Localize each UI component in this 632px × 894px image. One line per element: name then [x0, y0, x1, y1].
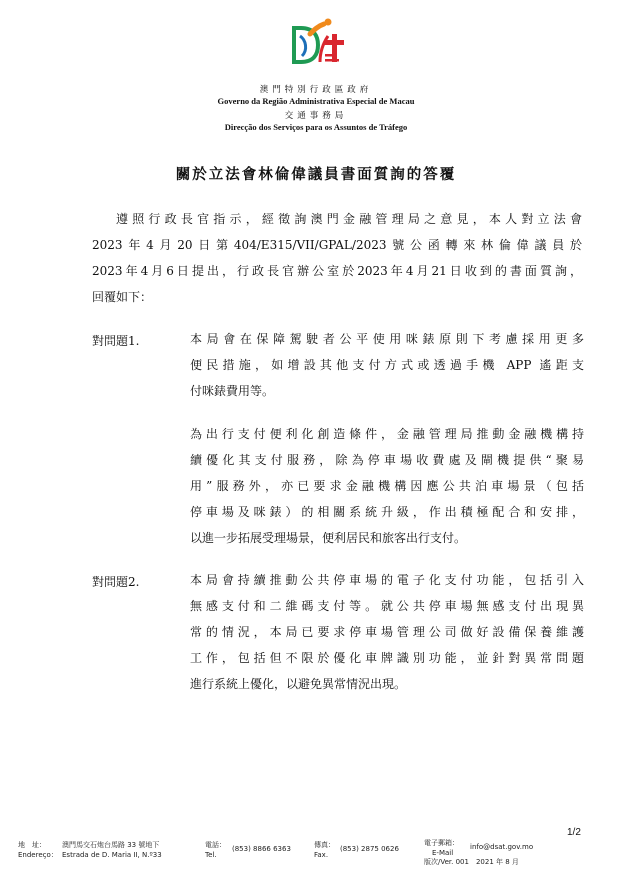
- document-title: 關於立法會林倫偉議員書面質詢的答覆: [175, 166, 457, 183]
- government-name-pt: Governo da Região Administrativa Especial de Macau: [217, 96, 415, 106]
- answer-line: 為出行支付便利化創造條件，金融管理局推動金融機構持: [190, 427, 584, 441]
- answer-line: 無感支付和二維碼支付等。就公共停車場無感支付出現異: [190, 599, 584, 613]
- answer-line: 本局會在保障駕駛者公平使用咪錶原則下考慮採用更多: [190, 332, 584, 346]
- intro-paragraph: [92, 206, 582, 310]
- footer-email-labels: [424, 838, 459, 858]
- answer-line: 進行系統上優化，以避免異常情況出現。: [190, 677, 407, 691]
- question-1-answer-para-2: [190, 421, 584, 551]
- intro-line: 遵照行政長官指示，經徵詢澳門金融管理局之意見，本人對立法會: [116, 212, 582, 226]
- department-name-pt: Direcção dos Serviços para os Assuntos de Tráfego: [224, 122, 408, 132]
- footer-address: [62, 840, 162, 860]
- footer-address-labels: [18, 840, 58, 860]
- question-2-label: 對問題2.: [92, 575, 140, 589]
- answer-line: 常的情況，本局已要求停車場管理公司做好設備保養維護: [190, 625, 584, 639]
- question-1-answer-para-1: [190, 326, 584, 404]
- answer-line: 工作，包括但不限於優化車牌識別功能，並針對異常問題: [190, 651, 584, 665]
- answer-line: 便民措施，如增設其他支付方式或透過手機 APP 遙距支: [190, 358, 584, 372]
- email-address: info@dsat.gov.mo: [470, 843, 534, 851]
- page-number: 1/2: [567, 827, 581, 838]
- government-name-zh: 澳門特別行政區政府: [259, 85, 373, 95]
- fax-number: (853) 2875 0626: [340, 845, 399, 853]
- dsat-logo: [288, 16, 348, 70]
- question-1-label: 對問題1.: [92, 334, 140, 348]
- fax-label-pt: Fax.: [314, 851, 329, 859]
- address-label-pt: Endereço：: [18, 851, 58, 859]
- address-label-zh: 地 址：: [18, 841, 46, 849]
- tel-label-pt: Tel.: [205, 851, 217, 859]
- answer-line: 續優化其支付服務，除為停車場收費處及閘機提供“聚易: [190, 453, 584, 467]
- intro-line: 2023年4月6日提出，行政長官辦公室於2023年4月21日收到的書面質詢，: [92, 264, 582, 278]
- footer-tel-labels: [205, 840, 226, 860]
- address-zh: 澳門馬交石炮台馬路 33 號地下: [62, 841, 160, 849]
- department-name-zh: 交通事務局: [284, 111, 348, 121]
- footer-fax-labels: [314, 840, 335, 860]
- answer-line: 停車場及咪錶）的相關系統升級，作出積極配合和安排，: [190, 505, 584, 519]
- email-label-zh: 電子郵箱：: [424, 839, 459, 847]
- version-info: 版次/Ver. 001 2021 年 8 月: [424, 858, 519, 866]
- answer-line: 以進一步拓展受理場景，便利居民和旅客出行支付。: [190, 531, 467, 545]
- answer-line: 用”服務外，亦已要求金融機構因應公共泊車場景（包括: [190, 479, 584, 493]
- tel-label-zh: 電話：: [205, 841, 226, 849]
- answer-line: 本局會持續推動公共停車場的電子化支付功能，包括引入: [190, 573, 584, 587]
- question-2-answer-para-1: [190, 567, 584, 697]
- fax-label-zh: 傳真：: [314, 841, 335, 849]
- address-pt: Estrada de D. Maria II, N.º33: [62, 851, 162, 859]
- intro-line: 回覆如下：: [92, 290, 153, 304]
- intro-line: 2023年4月20日第404/E315/VII/GPAL/2023號公函轉來林倫偉議員於: [92, 238, 582, 252]
- email-label-pt: E-Mail: [432, 849, 454, 857]
- answer-line: 付咪錶費用等。: [190, 384, 275, 398]
- tel-number: (853) 8866 6363: [232, 845, 291, 853]
